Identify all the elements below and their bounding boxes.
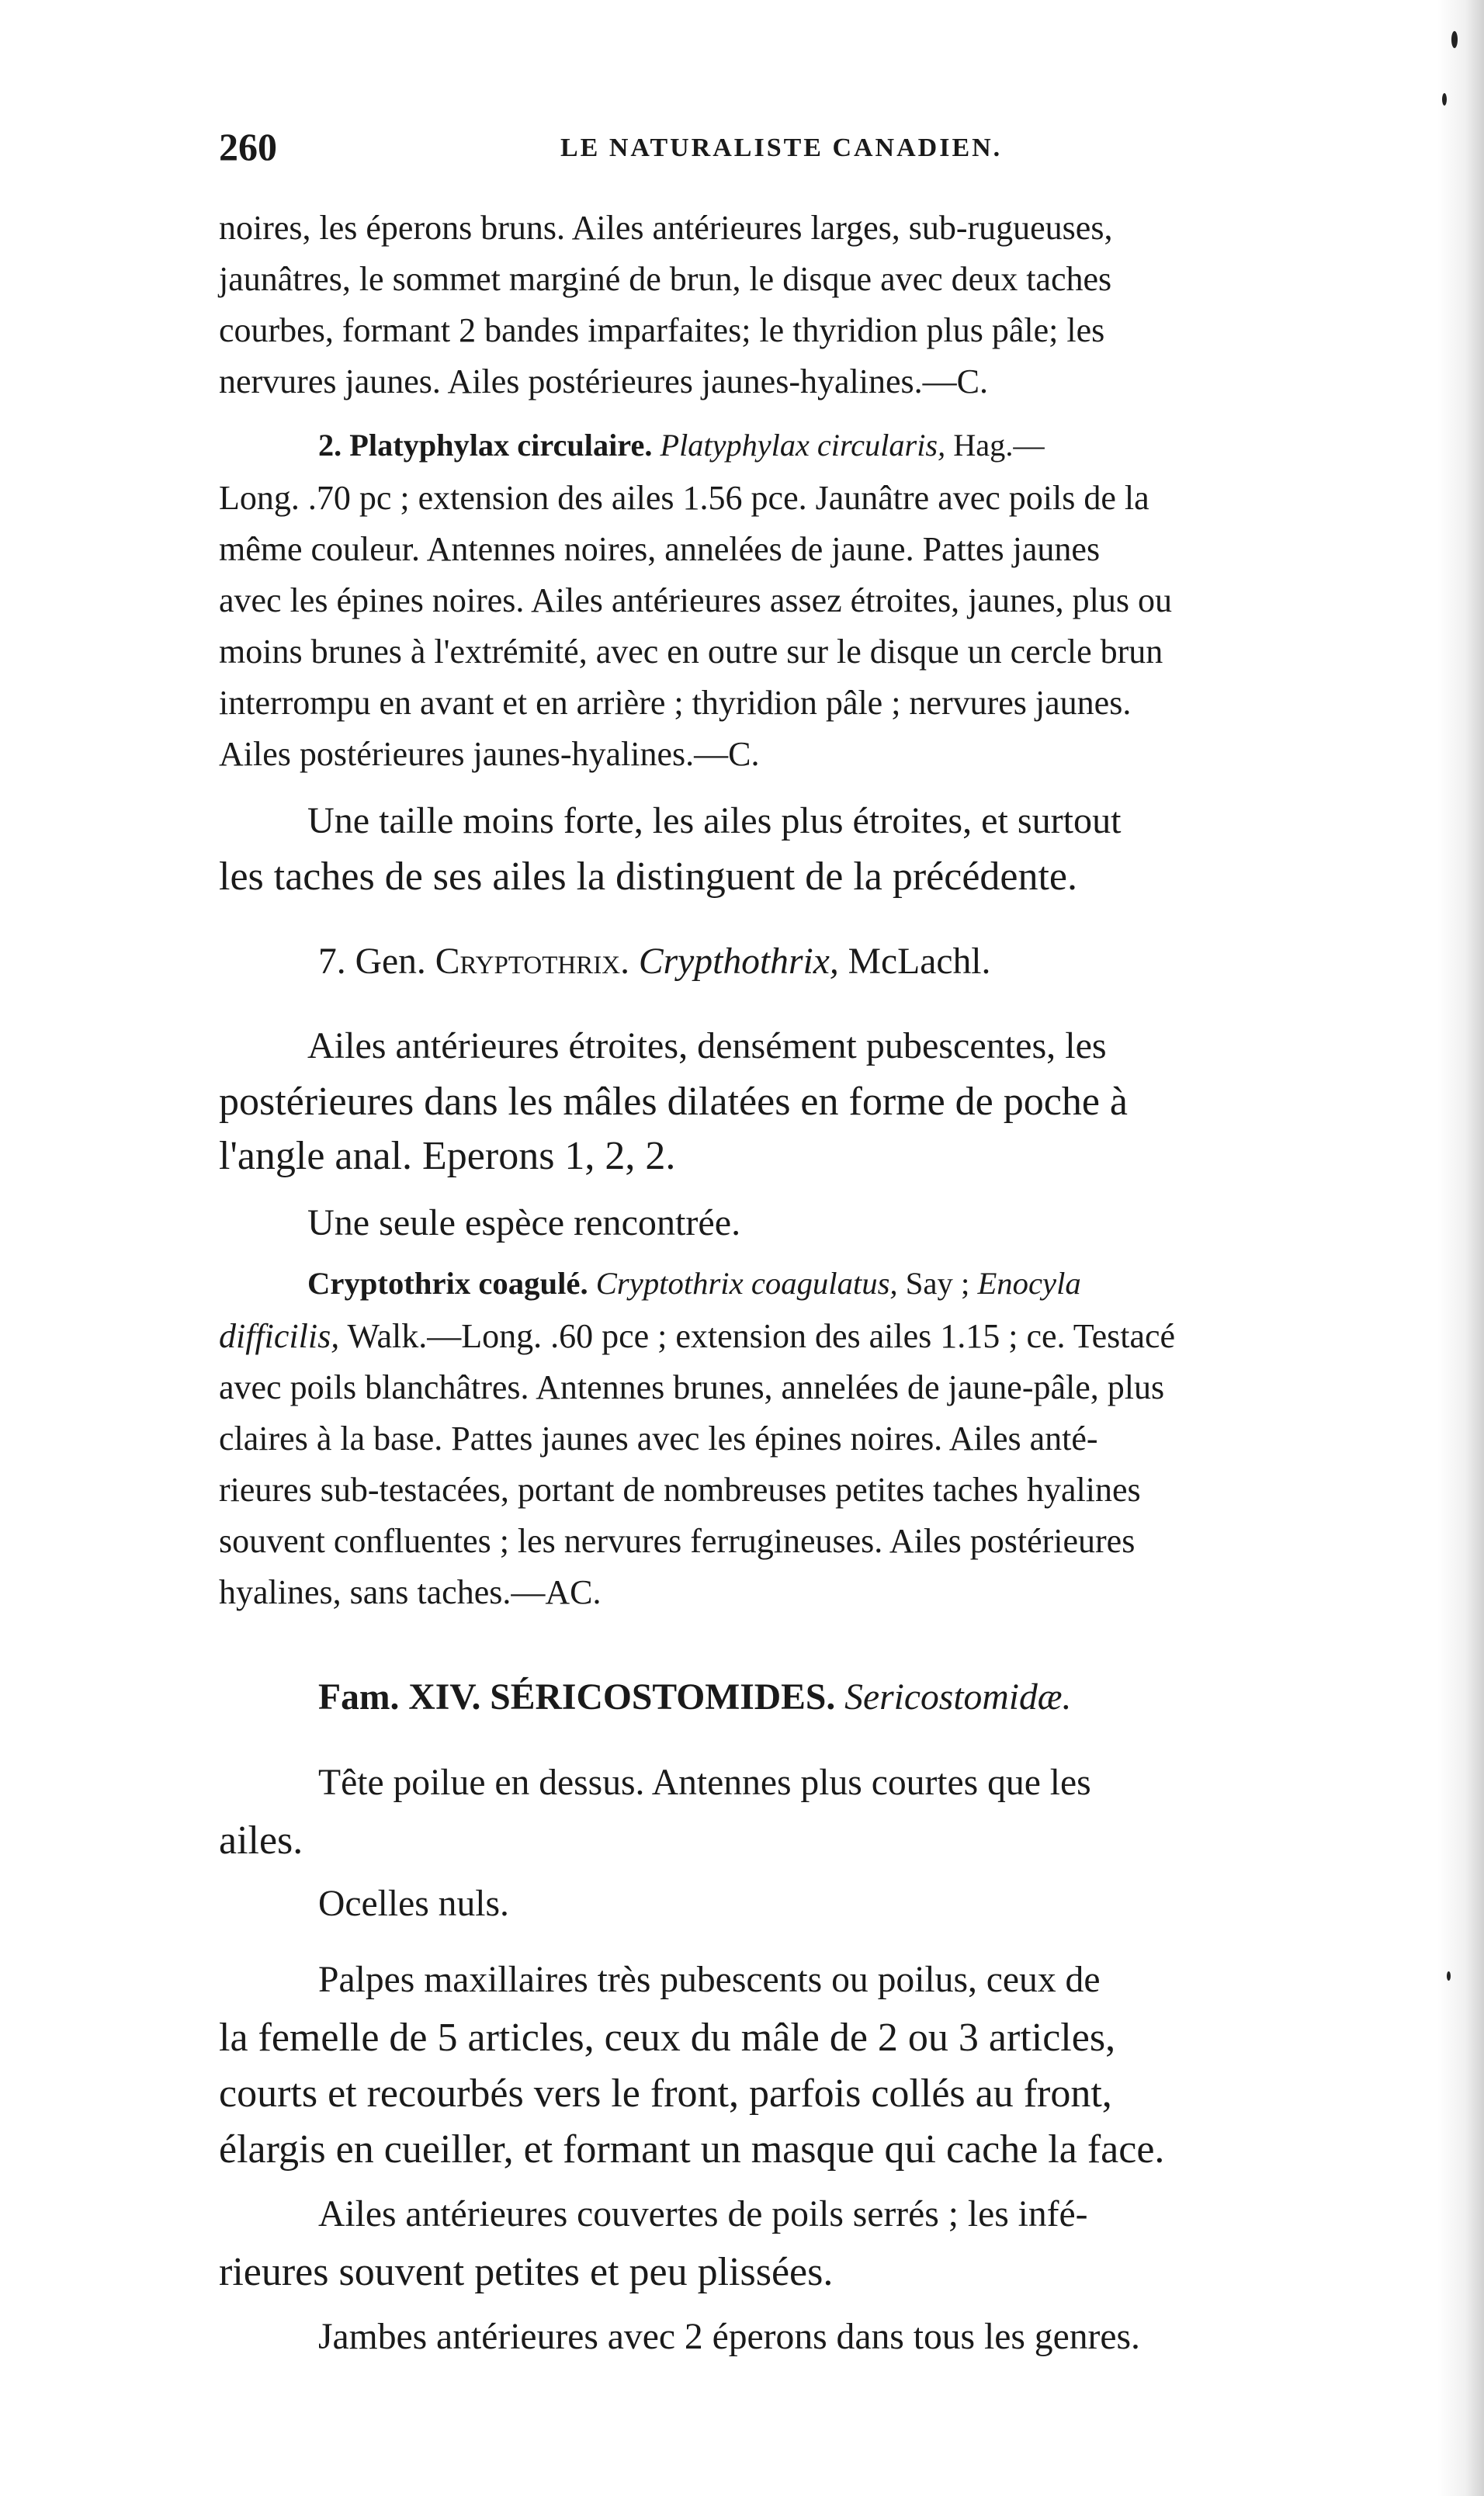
body-line: la femelle de 5 articles, ceux du mâle de 2 ou 3 articles, bbox=[219, 2016, 1116, 2060]
body-line: noires, les éperons bruns. Ailes antérieures larges, sub-rugueuses, bbox=[219, 209, 1113, 247]
body-line: Tête poilue en dessus. Antennes plus courtes que les bbox=[318, 1763, 1091, 1803]
body-line: même couleur. Antennes noires, annelées de jaune. Pattes jaunes bbox=[219, 530, 1101, 568]
latin-name: Enocyla bbox=[977, 1266, 1081, 1301]
entry-number: 2. bbox=[318, 428, 350, 463]
page-edge-shadow bbox=[1437, 0, 1484, 2496]
body-line: Jambes antérieures avec 2 éperons dans tous les genres. bbox=[318, 2317, 1140, 2357]
body-line: rieures sub-testacées, portant de nombreuses petites taches hyalines bbox=[219, 1471, 1141, 1509]
genus-heading bbox=[318, 941, 1484, 983]
body-line: Une taille moins forte, les ailes plus étroites, et surtout bbox=[307, 800, 1122, 841]
genus-number: 7. Gen. bbox=[318, 941, 435, 982]
body-line: Long. .70 pc ; extension des ailes 1.56 pce. Jaunâtre avec poils de la bbox=[219, 479, 1149, 517]
latin-name: Platyphylax circularis, bbox=[660, 428, 946, 463]
body-line: avec poils blanchâtres. Antennes brunes, annelées de jaune-pâle, plus bbox=[219, 1368, 1165, 1406]
species-name: Cryptothrix coagulé. bbox=[307, 1266, 588, 1301]
body-text: Walk.—Long. .60 pce ; extension des ailes 1.15 ; ce. Testacé bbox=[339, 1317, 1176, 1355]
body-line: Palpes maxillaires très pubescents ou poilus, ceux de bbox=[318, 1960, 1101, 2000]
body-line: postérieures dans les mâles dilatées en forme de poche à bbox=[219, 1080, 1128, 1124]
body-line: nervures jaunes. Ailes postérieures jaunes-hyalines.—C. bbox=[219, 362, 988, 400]
latin-name: Sericostomidæ. bbox=[844, 1677, 1072, 1718]
body-line: avec les épines noires. Ailes antérieures assez étroites, jaunes, plus ou bbox=[219, 581, 1172, 619]
body-line: Ailes antérieures couvertes de poils serrés ; les infé- bbox=[318, 2194, 1088, 2234]
latin-name: Crypthothrix, bbox=[638, 941, 839, 982]
author: McLachl. bbox=[838, 941, 991, 982]
latin-name: Cryptothrix coagulatus, bbox=[595, 1266, 898, 1301]
species-name: Platyphylax circulaire. bbox=[349, 428, 653, 463]
author: Say ; bbox=[897, 1266, 978, 1301]
body-line: les taches de ses ailes la distinguent de la précédente. bbox=[219, 855, 1078, 899]
body-line: souvent confluentes ; les nervures ferrugineuses. Ailes postérieures bbox=[219, 1522, 1136, 1560]
page-number: 260 bbox=[219, 125, 277, 168]
genus-name: Cryptothrix. bbox=[435, 941, 629, 982]
body-line: rieures souvent petites et peu plissées. bbox=[219, 2250, 834, 2294]
species-entry-line bbox=[318, 427, 1484, 463]
running-head: LE NATURALISTE CANADIEN. bbox=[560, 133, 1003, 162]
body-line: l'angle anal. Eperons 1, 2, 2. bbox=[219, 1134, 676, 1178]
body-line: jaunâtres, le sommet marginé de brun, le disque avec deux taches bbox=[219, 260, 1112, 298]
latin-name: difficilis, bbox=[219, 1317, 340, 1355]
body-line: Ocelles nuls. bbox=[318, 1884, 509, 1924]
body-line: hyalines, sans taches.—AC. bbox=[219, 1573, 602, 1611]
body-line: moins brunes à l'extrémité, avec en outre sur le disque un cercle brun bbox=[219, 633, 1163, 671]
body-line: claires à la base. Pattes jaunes avec les épines noires. Ailes anté- bbox=[219, 1420, 1098, 1458]
body-line: ailes. bbox=[219, 1818, 303, 1863]
body-line: élargis en cueiller, et formant un masque qui cache la face. bbox=[219, 2127, 1165, 2172]
ink-speck bbox=[1451, 31, 1458, 48]
species-entry-line bbox=[307, 1265, 1484, 1302]
body-line: Une seule espèce rencontrée. bbox=[307, 1202, 741, 1243]
family-name: Fam. XIV. SÉRICOSTOMIDES. bbox=[318, 1677, 836, 1718]
family-heading bbox=[318, 1676, 1484, 1718]
body-line: courts et recourbés vers le front, parfois collés au front, bbox=[219, 2071, 1112, 2116]
body-line: interrompu en avant et en arrière ; thyridion pâle ; nervures jaunes. bbox=[219, 684, 1132, 722]
page-header bbox=[219, 124, 1321, 171]
body-line: courbes, formant 2 bandes imparfaites; le thyridion plus pâle; les bbox=[219, 311, 1105, 349]
body-line: Ailes antérieures étroites, densément pubescentes, les bbox=[307, 1025, 1107, 1066]
ink-speck bbox=[1442, 93, 1447, 106]
body-line bbox=[219, 1316, 1399, 1356]
author: Hag.— bbox=[945, 428, 1045, 463]
body-line: Ailes postérieures jaunes-hyalines.—C. bbox=[219, 735, 760, 773]
